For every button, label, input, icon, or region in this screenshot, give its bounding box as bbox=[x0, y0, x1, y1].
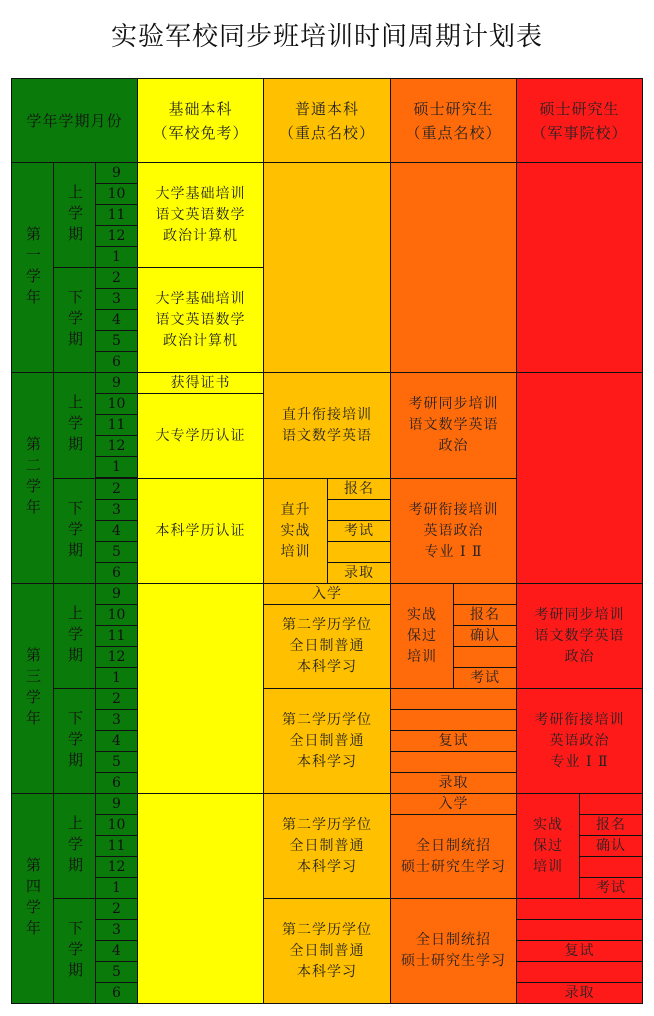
month-cell: 9 bbox=[95, 372, 138, 394]
month-cell: 2 bbox=[95, 478, 138, 500]
empty-cell bbox=[137, 793, 264, 1004]
month-cell: 6 bbox=[95, 982, 138, 1004]
month-cell: 5 bbox=[95, 330, 138, 352]
empty-cell bbox=[327, 499, 391, 521]
month-cell: 9 bbox=[95, 583, 138, 605]
direct-training-cell: 直升 实战 培训 bbox=[263, 478, 328, 584]
month-cell: 10 bbox=[95, 814, 138, 836]
month-cell: 4 bbox=[95, 309, 138, 331]
month-cell: 1 bbox=[95, 246, 138, 268]
term-label: 下学期 bbox=[53, 267, 96, 373]
month-cell: 11 bbox=[95, 414, 138, 436]
empty-cell bbox=[516, 961, 643, 983]
certificate-cell: 获得证书 bbox=[137, 372, 264, 394]
term-label: 下学期 bbox=[53, 478, 96, 584]
month-cell: 11 bbox=[95, 204, 138, 226]
term-label: 上学期 bbox=[53, 583, 96, 689]
empty-cell bbox=[390, 688, 517, 710]
master-study-cell: 全日制统招 硕士研究生学习 bbox=[390, 898, 517, 1004]
month-cell: 11 bbox=[95, 625, 138, 647]
term-label: 上学期 bbox=[53, 793, 96, 899]
empty-cell bbox=[390, 709, 517, 731]
month-cell: 10 bbox=[95, 604, 138, 626]
empty-cell bbox=[516, 898, 643, 920]
enroll-cell: 入学 bbox=[263, 583, 391, 605]
military-grad-bridge-cell: 考研衔接培训 英语政治 专业 Ⅰ Ⅱ bbox=[516, 688, 643, 794]
basic-training-cell: 大学基础培训 语文英语数学 政治计算机 bbox=[137, 162, 264, 268]
header-corner: 学年学期月份 bbox=[11, 78, 138, 163]
year-label-4: 第四学年 bbox=[11, 793, 54, 1004]
empty-cell bbox=[453, 583, 517, 605]
military-grad-sync-cell: 考研同步培训 语文数学英语 政治 bbox=[516, 583, 643, 689]
retest-cell: 复试 bbox=[516, 940, 643, 962]
empty-cell bbox=[390, 751, 517, 773]
bachelor-certification-cell: 本科学历认证 bbox=[137, 478, 264, 584]
exam-cell: 考试 bbox=[327, 520, 391, 542]
signup-cell: 报名 bbox=[327, 478, 391, 500]
exam-cell: 考试 bbox=[453, 667, 517, 689]
term-label: 下学期 bbox=[53, 898, 96, 1004]
practice-training-cell: 实战 保过 培训 bbox=[516, 793, 580, 899]
page-title: 实验军校同步班培训时间周期计划表 bbox=[110, 22, 543, 52]
month-cell: 4 bbox=[95, 730, 138, 752]
confirm-cell: 确认 bbox=[453, 625, 517, 647]
term-label: 上学期 bbox=[53, 162, 96, 268]
empty-cell bbox=[516, 919, 643, 941]
month-cell: 3 bbox=[95, 709, 138, 731]
signup-cell: 报名 bbox=[579, 814, 643, 836]
header-master-military: 硕士研究生 （军事院校） bbox=[516, 78, 643, 163]
year-label-1: 第一学年 bbox=[11, 162, 54, 373]
retest-cell: 复试 bbox=[390, 730, 517, 752]
month-cell: 2 bbox=[95, 688, 138, 710]
year-label-3: 第三学年 bbox=[11, 583, 54, 794]
confirm-cell: 确认 bbox=[579, 835, 643, 857]
month-cell: 6 bbox=[95, 351, 138, 373]
month-cell: 6 bbox=[95, 772, 138, 794]
master-study-cell: 全日制统招 硕士研究生学习 bbox=[390, 814, 517, 899]
month-cell: 12 bbox=[95, 435, 138, 457]
month-cell: 3 bbox=[95, 499, 138, 521]
month-cell: 12 bbox=[95, 646, 138, 668]
admit-cell: 录取 bbox=[390, 772, 517, 794]
month-cell: 12 bbox=[95, 225, 138, 247]
month-cell: 9 bbox=[95, 793, 138, 815]
month-cell: 5 bbox=[95, 541, 138, 563]
signup-cell: 报名 bbox=[453, 604, 517, 626]
grad-sync-training-cell: 考研同步培训 语文数学英语 政治 bbox=[390, 372, 517, 479]
exam-cell: 考试 bbox=[579, 877, 643, 899]
admit-cell: 录取 bbox=[327, 562, 391, 584]
month-cell: 11 bbox=[95, 835, 138, 857]
empty-cell bbox=[453, 646, 517, 668]
second-degree-cell: 第二学历学位 全日制普通 本科学习 bbox=[263, 604, 391, 689]
empty-cell bbox=[390, 162, 517, 373]
month-cell: 1 bbox=[95, 667, 138, 689]
month-cell: 1 bbox=[95, 456, 138, 478]
practice-training-cell: 实战 保过 培训 bbox=[390, 583, 454, 689]
empty-cell bbox=[263, 162, 391, 373]
bridge-training-cell: 直升衔接培训 语文数学英语 bbox=[263, 372, 391, 479]
month-cell: 2 bbox=[95, 898, 138, 920]
month-cell: 9 bbox=[95, 162, 138, 184]
header-regular-bachelor: 普通本科 （重点名校） bbox=[263, 78, 391, 163]
month-cell: 3 bbox=[95, 919, 138, 941]
college-certification-cell: 大专学历认证 bbox=[137, 393, 264, 479]
month-cell: 3 bbox=[95, 288, 138, 310]
term-label: 下学期 bbox=[53, 688, 96, 794]
second-degree-cell: 第二学历学位 全日制普通 本科学习 bbox=[263, 898, 391, 1004]
empty-cell bbox=[579, 856, 643, 878]
month-cell: 12 bbox=[95, 856, 138, 878]
header-master-elite: 硕士研究生 （重点名校） bbox=[390, 78, 517, 163]
empty-cell bbox=[327, 541, 391, 563]
month-cell: 5 bbox=[95, 751, 138, 773]
month-cell: 6 bbox=[95, 562, 138, 584]
grad-bridge-training-cell: 考研衔接培训 英语政治 专业 Ⅰ Ⅱ bbox=[390, 478, 517, 584]
header-basic-bachelor: 基础本科 （军校免考） bbox=[137, 78, 264, 163]
second-degree-cell: 第二学历学位 全日制普通 本科学习 bbox=[263, 688, 391, 794]
month-cell: 10 bbox=[95, 393, 138, 415]
month-cell: 1 bbox=[95, 877, 138, 899]
year-label-2: 第二学年 bbox=[11, 372, 54, 584]
month-cell: 4 bbox=[95, 940, 138, 962]
month-cell: 5 bbox=[95, 961, 138, 983]
term-label: 上学期 bbox=[53, 372, 96, 479]
enroll-cell: 入学 bbox=[390, 793, 517, 815]
month-cell: 10 bbox=[95, 183, 138, 205]
basic-training-cell: 大学基础培训 语文英语数学 政治计算机 bbox=[137, 267, 264, 373]
month-cell: 4 bbox=[95, 520, 138, 542]
admit-cell: 录取 bbox=[516, 982, 643, 1004]
empty-cell bbox=[516, 372, 643, 584]
empty-cell bbox=[516, 162, 643, 373]
second-degree-cell: 第二学历学位 全日制普通 本科学习 bbox=[263, 793, 391, 899]
month-cell: 2 bbox=[95, 267, 138, 289]
empty-cell bbox=[579, 793, 643, 815]
empty-cell bbox=[137, 583, 264, 794]
